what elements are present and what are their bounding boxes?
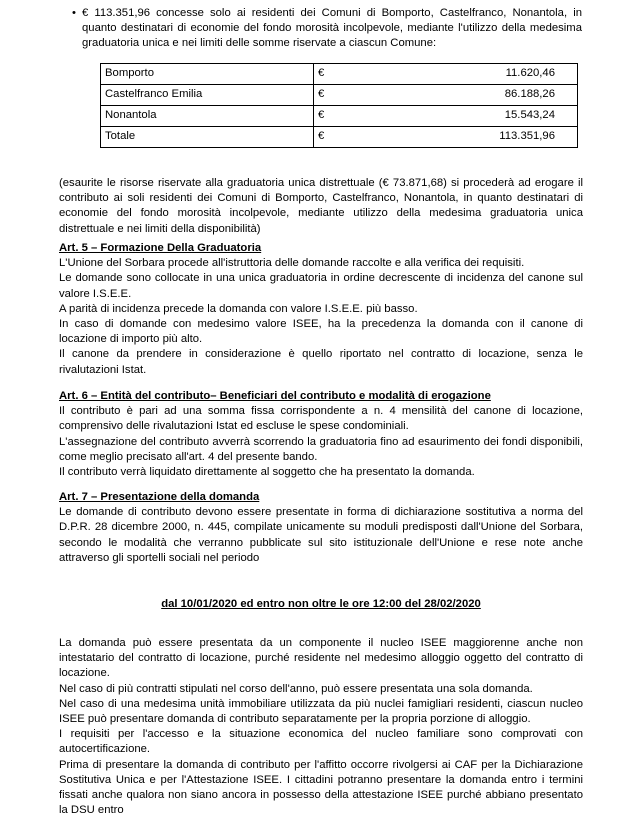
table-row <box>101 106 578 127</box>
currency-symbol: € <box>314 64 341 85</box>
paragraph: La domanda può essere presentata da un componente il nucleo ISEE maggiorenne anche non intestatario del contratto di locazione, purché residente nel medesimo alloggio oggetto del contratto di locazione. <box>59 637 583 680</box>
art5-section <box>59 241 583 378</box>
paragraph: Prima di presentare la domanda di contributo per l'affitto occorre rivolgersi ai CAF per la Dichiarazione Sostitutiva Unica e per l'Attestazione ISEE. I cittadini potranno presentare la domanda entro i termini fissati anche qualora non siano ancora in possesso della attestazione ISEE purché abbiano presentato la DSU entro <box>59 758 583 817</box>
table-row <box>101 64 578 85</box>
paragraph: Le domande di contributo devono essere presentate in forma di dichiarazione sostitutiva a norma del D.P.R. 28 dicembre 2000, n. 445, compilate unicamente su moduli predisposti dall'Unione del Sorbara, secondo le modalità che verranno pubblicate sul sito istituzionale dell'Unione e rese note anche attraverso gli sportelli sociali nel periodo <box>59 506 583 564</box>
table-row <box>101 127 578 148</box>
closing-section <box>59 636 583 818</box>
total-value: 113.351,96 <box>340 127 578 148</box>
amount-value: 11.620,46 <box>340 64 578 85</box>
total-label: Totale <box>101 127 314 148</box>
paragraph: Le domande sono collocate in una unica graduatoria in ordine decrescente di incidenza del canone sul valore I.S.E.E. <box>59 272 583 300</box>
art6-section <box>59 389 583 480</box>
paragraph: A parità di incidenza precede la domanda con valore I.S.E.E. più basso. <box>59 302 418 315</box>
amounts-table <box>100 63 578 148</box>
paragraph: In caso di domande con medesimo valore ISEE, ha la precedenza la domanda con il canone di locazione di importo più alto. <box>59 318 583 346</box>
municipality-name: Castelfranco Emilia <box>101 85 314 106</box>
amount-value: 86.188,26 <box>340 85 578 106</box>
paragraph: Il canone da prendere in considerazione è quello riportato nel contratto di locazione, senza le rivalutazioni Istat. <box>59 348 583 376</box>
municipality-name: Bomporto <box>101 64 314 85</box>
municipality-name: Nonantola <box>101 106 314 127</box>
paragraph: L'Unione del Sorbara procede all'istruttoria delle domande raccolte e alla verifica dei requisiti. <box>59 257 525 270</box>
residual-funds-note: (esaurite le risorse riservate alla graduatoria unica distrettuale (€ 73.871,68) si procederà ad erogare il contributo ai soli residenti dei Comuni di Bomporto, Castelfranco, Nonantola, in quanto destinatari di economie del fondo morosità incolpevole, mediante utilizzo della medesima graduatoria unica distrettuale e nei limiti della disponibilità) <box>59 177 583 235</box>
paragraph: Nel caso di una medesima unità immobiliare utilizzata da più nuclei famigliari residenti, ciascun nucleo ISEE può presentare domanda di contributo separatamente per la propria porzione di alloggio. <box>59 697 583 726</box>
paragraph: Il contributo è pari ad una somma fissa corrispondente a n. 4 mensilità del canone di locazione, comprensivo delle rivalutazioni Istat ed escluse le spese condominiali. <box>59 405 583 433</box>
art7-title: Art. 7 – Presentazione della domanda <box>59 491 260 503</box>
art7-section <box>59 490 583 566</box>
bullet-symbol: • <box>72 7 76 19</box>
paragraph: I requisiti per l'accesso e la situazione economica del nucleo familiare sono comprovati con autocertificazione. <box>59 728 583 756</box>
paragraph: Nel caso di più contratti stipulati nel corso dell'anno, può essere presentata una sola domanda. <box>59 682 533 695</box>
art6-title: Art. 6 – Entità del contributo– Beneficiari del contributo e modalità di erogazione <box>59 390 491 402</box>
art5-title: Art. 5 – Formazione Della Graduatoria <box>59 242 262 254</box>
amount-value: 15.543,24 <box>340 106 578 127</box>
currency-symbol: € <box>314 106 341 127</box>
funding-bullet <box>72 6 582 52</box>
paragraph: Il contributo verrà liquidato direttamente al soggetto che ha presentato la domanda. <box>59 466 475 479</box>
table-row <box>101 85 578 106</box>
paragraph: L'assegnazione del contributo avverrà scorrendo la graduatoria fino ad esaurimento dei fondi disponibili, come meglio precisato all'art. 4 del presente bando. <box>59 435 583 463</box>
funding-bullet-text: € 113.351,96 concesse solo ai residenti dei Comuni di Bomporto, Castelfranco, Nonantola, in quanto destinatari di economie del fondo morosità incolpevole, mediante l'utilizzo della medesima graduatoria unica e nei limiti delle somme riservate a ciascun Comune: <box>82 7 582 50</box>
application-period: dal 10/01/2020 ed entro non oltre le ore 12:00 del 28/02/2020 <box>161 598 481 610</box>
currency-symbol: € <box>314 85 341 106</box>
currency-symbol: € <box>314 127 341 148</box>
